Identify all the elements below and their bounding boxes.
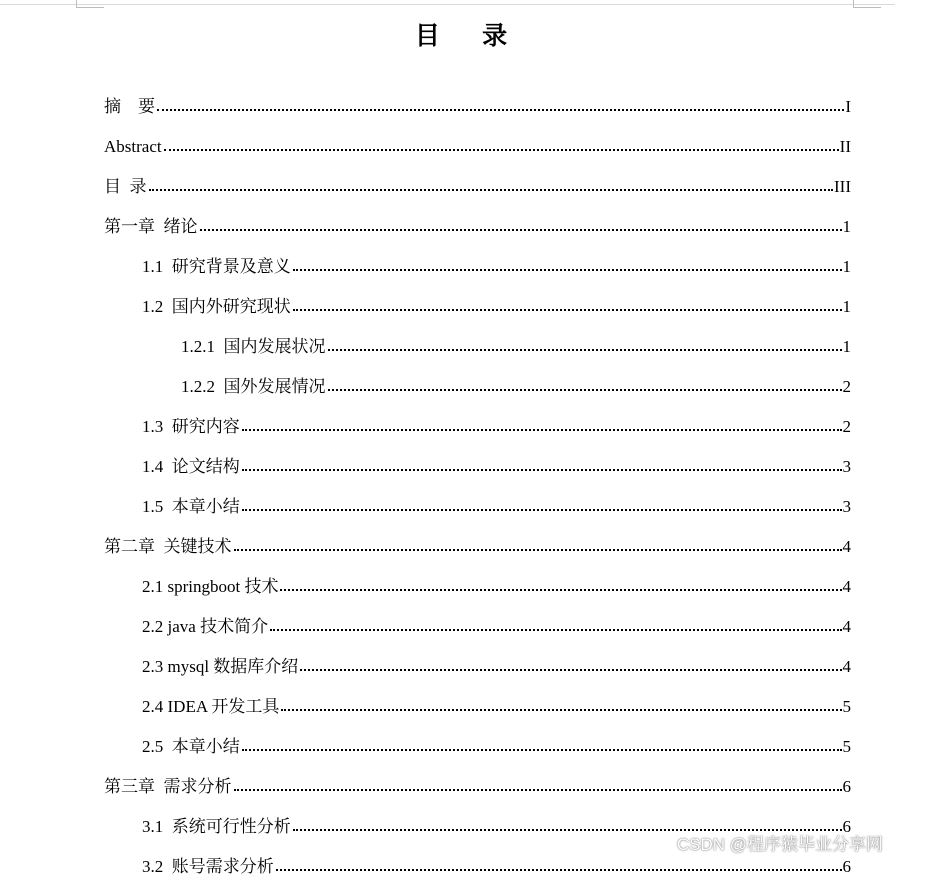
toc-entry-label: 1.5 本章小结 <box>142 497 240 516</box>
toc-entry-page: 3 <box>842 457 851 476</box>
dot-leader <box>164 149 839 151</box>
toc-entry-label: 1.2.1 国内发展状况 <box>181 337 326 356</box>
toc-entry-label: 第二章 关键技术 <box>104 537 232 556</box>
toc-entry-abstract-en[interactable] <box>104 127 851 167</box>
toc-entry-section-1-1[interactable] <box>142 247 851 287</box>
toc-entry-page: 4 <box>842 617 851 636</box>
toc-entry-page: 6 <box>842 777 851 796</box>
toc-entry-label: 1.2.2 国外发展情况 <box>181 377 326 396</box>
toc-entry-section-1-2[interactable] <box>142 287 851 327</box>
toc-entry-page: 5 <box>842 697 851 716</box>
toc-entry-label: 目 录 <box>104 177 147 196</box>
toc-entry-label: 1.1 研究背景及意义 <box>142 257 291 276</box>
toc-entry-section-2-2[interactable] <box>142 607 851 647</box>
dot-leader <box>157 109 844 111</box>
toc-entry-page: 1 <box>842 257 851 276</box>
dot-leader <box>328 389 842 391</box>
toc-entry-page: 2 <box>842 377 851 396</box>
toc-entry-section-1-3[interactable] <box>142 407 851 447</box>
dot-leader <box>149 189 834 191</box>
dot-leader <box>276 869 842 871</box>
dot-leader <box>242 469 842 471</box>
toc-entry-page: 1 <box>842 217 851 236</box>
toc-entry-label: 3.1 系统可行性分析 <box>142 817 291 836</box>
dot-leader <box>200 229 842 231</box>
dot-leader <box>300 669 841 671</box>
toc-entry-page: 4 <box>842 577 851 596</box>
toc-entry-label: 3.2 账号需求分析 <box>142 857 274 876</box>
toc-entry-section-1-2-2[interactable] <box>181 367 851 407</box>
toc-entry-page: 1 <box>842 297 851 316</box>
toc-entry-label: 2.1 springboot 技术 <box>142 577 279 596</box>
dot-leader <box>242 509 842 511</box>
toc-entry-section-2-4[interactable] <box>142 687 851 727</box>
margin-corner-mark-right <box>853 7 881 8</box>
toc-entry-label: 第三章 需求分析 <box>104 777 232 796</box>
dot-leader <box>281 709 841 711</box>
toc-entry-label: 1.2 国内外研究现状 <box>142 297 291 316</box>
toc-entry-label: 2.5 本章小结 <box>142 737 240 756</box>
toc-entry-label: 1.3 研究内容 <box>142 417 240 436</box>
toc-title: 目 录 <box>414 23 526 50</box>
toc-entry-page: 3 <box>842 497 851 516</box>
toc-entry-page: 4 <box>842 537 851 556</box>
toc-entry-page: III <box>834 177 851 196</box>
toc-entry-page: 1 <box>842 337 851 356</box>
dot-leader <box>328 349 842 351</box>
dot-leader <box>234 549 842 551</box>
toc-entry-label: Abstract <box>104 137 162 156</box>
csdn-watermark: CSDN @程序猿毕业分享网 <box>676 835 883 854</box>
toc-entry-section-2-5[interactable] <box>142 727 851 767</box>
toc-entry-section-1-4[interactable] <box>142 447 851 487</box>
toc-entry-contents[interactable] <box>104 167 851 207</box>
toc-entry-label: 第一章 绪论 <box>104 217 198 236</box>
margin-corner-mark-left <box>76 7 104 8</box>
page-top-edge <box>0 4 895 5</box>
toc-entry-chapter-1[interactable] <box>104 207 851 247</box>
toc-entry-section-2-3[interactable] <box>142 647 851 687</box>
toc-entry-page: 2 <box>842 417 851 436</box>
toc-entry-label: 1.4 论文结构 <box>142 457 240 476</box>
toc-entry-section-1-5[interactable] <box>142 487 851 527</box>
toc-entry-chapter-3[interactable] <box>104 767 851 807</box>
dot-leader <box>293 309 842 311</box>
toc-entry-label: 2.2 java 技术简介 <box>142 617 269 636</box>
toc-entry-chapter-2[interactable] <box>104 527 851 567</box>
toc-entry-section-1-2-1[interactable] <box>181 327 851 367</box>
dot-leader <box>242 429 842 431</box>
toc-entry-page: 5 <box>842 737 851 756</box>
toc-entry-label: 摘 要 <box>104 97 155 116</box>
toc-entry-label: 2.3 mysql 数据库介绍 <box>142 657 299 676</box>
toc-entry-section-2-1[interactable] <box>142 567 851 607</box>
dot-leader <box>270 629 841 631</box>
toc-entry-abstract-cn[interactable] <box>104 87 851 127</box>
dot-leader <box>293 269 842 271</box>
toc-entry-page: II <box>839 137 851 156</box>
toc-entry-page: I <box>845 97 851 116</box>
dot-leader <box>280 589 841 591</box>
toc-entry-page: 6 <box>842 817 851 836</box>
dot-leader <box>234 789 842 791</box>
toc-entry-label: 2.4 IDEA 开发工具 <box>142 697 280 716</box>
toc-entry-page: 6 <box>842 857 851 876</box>
dot-leader <box>242 749 842 751</box>
toc-entry-page: 4 <box>842 657 851 676</box>
